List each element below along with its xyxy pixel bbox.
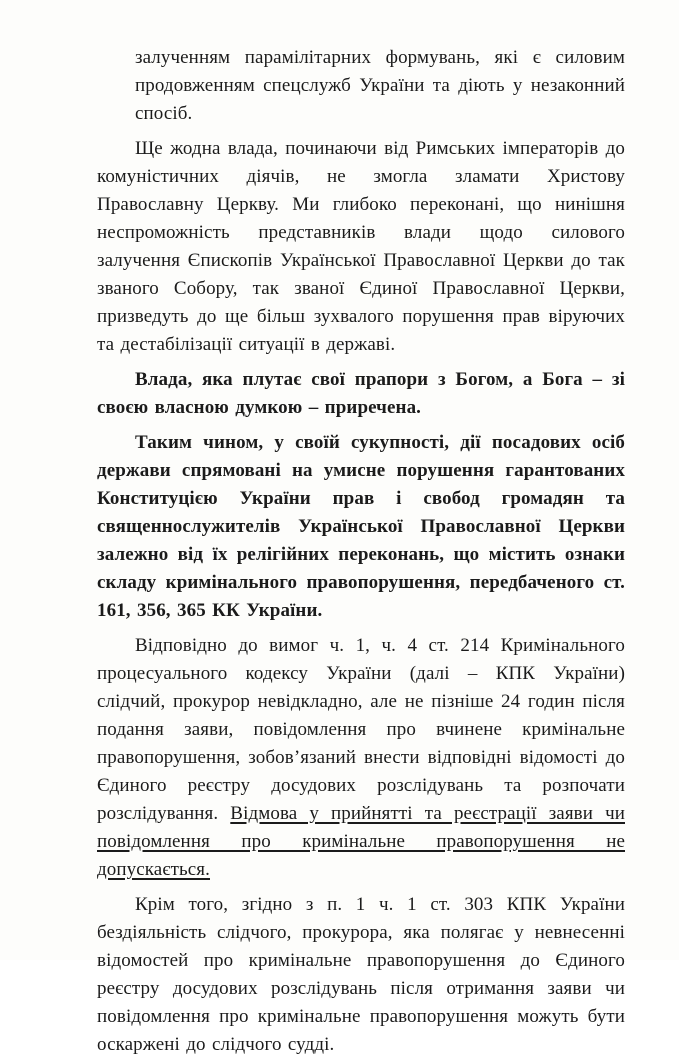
paragraph-legal-qualification: Таким чином, у своїй сукупності, дії посадових осіб держави спрямовані на умисне порушення гарантованих Конституцією України прав і свобод громадян та священнослужителів Української Православної Церкви залежно від їх релігійних переконань, що містить ознаки складу кримінального правопорушення, передбаченого ст. 161, 356, 365 КК України. (97, 432, 625, 621)
paragraph-article-303: Крім того, згідно з п. 1 ч. 1 ст. 303 КПК України бездіяльність слідчого, прокурора, яка полягає у невнесенні відомостей про кримінальне правопорушення до Єдиного реєстру досудових розслідувань після отримання заяви чи повідомлення про кримінальне правопорушення можуть бути оскаржені до слідчого судді. (97, 894, 625, 1055)
article-214-body-text: Відповідно до вимог ч. 1, ч. 4 ст. 214 Кримінального процесуального кодексу України (далі – КПК України) слідчий, прокурор невідкладно, але не пізніше 24 годин після подання заяви, повідомлення про вчинене кримінальне правопорушення, зобов’язаний внести відповідні відомості до Єдиного реєстру досудових розслідувань та розпочати розслідування. (97, 635, 625, 824)
paragraph-church-history: Ще жодна влада, починаючи від Римських імператорів до комуністичних діячів, не змогла зламати Христову Православну Церкву. Ми глибоко переконані, що нинішня неспроможність представників влади щодо силового залучення Єпископів Української Православної Церкви до так званого Собору, так званої Єдиної Православної Церкви, призведуть до ще більш зухвалого порушення прав віруючих та дестабілізації ситуації в державі. (97, 138, 625, 355)
article-214-underlined-sentence: Відмова у прийнятті та реєстрації заяви чи повідомлення про кримінальне правопорушення не допускається. (97, 803, 625, 880)
paragraph-bold-aphorism: Влада, яка плутає свої прапори з Богом, а Бога – зі своєю власною думкою – приречена. (97, 369, 625, 418)
paragraph-continuation: залученням парамілітарних формувань, які є силовим продовженням спецслужб України та діють у незаконний спосіб. (135, 47, 625, 124)
paragraph-article-214 (97, 632, 625, 884)
